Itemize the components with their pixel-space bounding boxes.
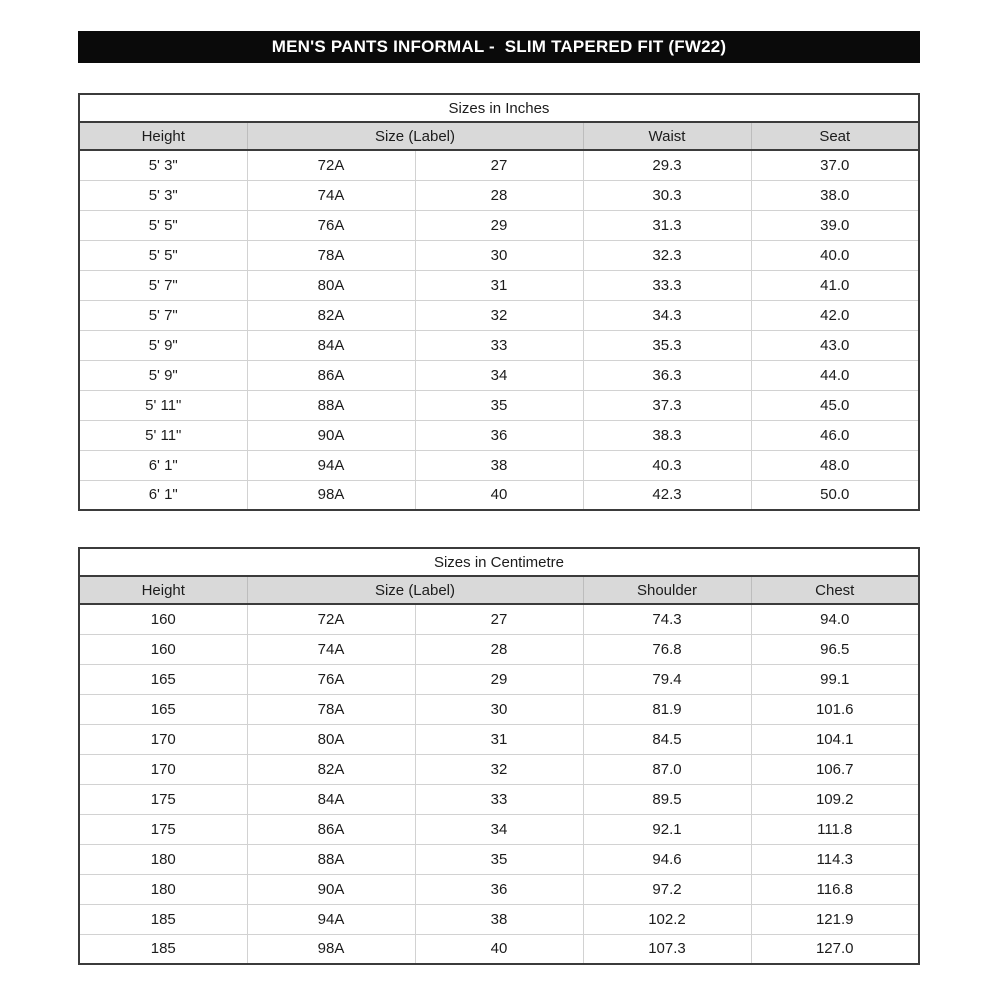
table-row (79, 240, 919, 270)
table-row (79, 480, 919, 510)
table-cell: 35 (415, 390, 583, 420)
table-cell: 106.7 (751, 754, 919, 784)
table-cell: 5' 5" (79, 210, 247, 240)
table-title-row (79, 548, 919, 576)
table-row (79, 664, 919, 694)
table-cell: 102.2 (583, 904, 751, 934)
table-cell: 5' 9" (79, 330, 247, 360)
table-cell: 96.5 (751, 634, 919, 664)
table-cell: 5' 7" (79, 300, 247, 330)
table-cell: 97.2 (583, 874, 751, 904)
table-cell: 180 (79, 844, 247, 874)
table-cell: 40 (415, 934, 583, 964)
table-cell: 94A (247, 904, 415, 934)
table-cell: 76A (247, 664, 415, 694)
table-cell: 31 (415, 724, 583, 754)
table-cell: 127.0 (751, 934, 919, 964)
table-cell: 94.0 (751, 604, 919, 634)
table-cell: 86A (247, 360, 415, 390)
table-cell: 94.6 (583, 844, 751, 874)
table-cell: 38.3 (583, 420, 751, 450)
column-header-shoulder: Shoulder (583, 576, 751, 604)
table-cell: 98A (247, 480, 415, 510)
table-cell: 165 (79, 694, 247, 724)
table-cell: 36.3 (583, 360, 751, 390)
table-cell: 80A (247, 270, 415, 300)
column-header-size-label: Size (Label) (247, 122, 583, 150)
table-cell: 40.3 (583, 450, 751, 480)
table-cell: 38 (415, 450, 583, 480)
table-cell: 74A (247, 634, 415, 664)
table-cell: 82A (247, 300, 415, 330)
table-cell: 33 (415, 330, 583, 360)
table-cell: 90A (247, 874, 415, 904)
table-cell: 86A (247, 814, 415, 844)
table-title-row (79, 94, 919, 122)
table-cell: 72A (247, 604, 415, 634)
table-cell: 35 (415, 844, 583, 874)
table-cell: 185 (79, 934, 247, 964)
table-cell: 48.0 (751, 450, 919, 480)
table-row (79, 634, 919, 664)
table-cell: 36 (415, 420, 583, 450)
table-cell: 5' 5" (79, 240, 247, 270)
table-cell: 160 (79, 634, 247, 664)
table-row (79, 694, 919, 724)
table-cell: 31 (415, 270, 583, 300)
table-cell: 30.3 (583, 180, 751, 210)
table-row (79, 270, 919, 300)
table-cell: 28 (415, 180, 583, 210)
table-row (79, 754, 919, 784)
table-cell: 6' 1" (79, 450, 247, 480)
table-cell: 84A (247, 330, 415, 360)
table-cell: 40 (415, 480, 583, 510)
table-header-row (79, 122, 919, 150)
table-cell: 5' 7" (79, 270, 247, 300)
table-cell: 79.4 (583, 664, 751, 694)
table-cell: 92.1 (583, 814, 751, 844)
table-title: Sizes in Inches (79, 94, 919, 122)
table-row (79, 150, 919, 180)
table-row (79, 844, 919, 874)
table-cell: 78A (247, 694, 415, 724)
table-cell: 50.0 (751, 480, 919, 510)
table-row (79, 390, 919, 420)
sizes-in-centimetre-table (78, 547, 920, 965)
table-cell: 87.0 (583, 754, 751, 784)
table-cell: 27 (415, 604, 583, 634)
table-title: Sizes in Centimetre (79, 548, 919, 576)
table-cell: 109.2 (751, 784, 919, 814)
table-row (79, 874, 919, 904)
table-cell: 90A (247, 420, 415, 450)
table-cell: 35.3 (583, 330, 751, 360)
table-cell: 45.0 (751, 390, 919, 420)
table-cell: 42.3 (583, 480, 751, 510)
table-cell: 29 (415, 664, 583, 694)
table-cell: 29 (415, 210, 583, 240)
table-cell: 43.0 (751, 330, 919, 360)
table-row (79, 330, 919, 360)
table-row (79, 724, 919, 754)
column-header-size-label: Size (Label) (247, 576, 583, 604)
table-cell: 32.3 (583, 240, 751, 270)
table-cell: 88A (247, 390, 415, 420)
sizes-in-inches-table (78, 93, 920, 511)
page-title: MEN'S PANTS INFORMAL - SLIM TAPERED FIT (FW22) (78, 31, 920, 63)
table-cell: 114.3 (751, 844, 919, 874)
table-row (79, 180, 919, 210)
table-cell: 5' 11" (79, 420, 247, 450)
table-cell: 82A (247, 754, 415, 784)
table-cell: 33 (415, 784, 583, 814)
table-cell: 42.0 (751, 300, 919, 330)
table-cell: 31.3 (583, 210, 751, 240)
table-cell: 34 (415, 814, 583, 844)
table-cell: 104.1 (751, 724, 919, 754)
table-row (79, 300, 919, 330)
table-cell: 38 (415, 904, 583, 934)
table-cell: 38.0 (751, 180, 919, 210)
table-header-row (79, 576, 919, 604)
table-cell: 74.3 (583, 604, 751, 634)
table-cell: 37.0 (751, 150, 919, 180)
table-cell: 5' 11" (79, 390, 247, 420)
table-row (79, 604, 919, 634)
table-cell: 170 (79, 754, 247, 784)
table-cell: 44.0 (751, 360, 919, 390)
table-cell: 33.3 (583, 270, 751, 300)
table-cell: 5' 3" (79, 150, 247, 180)
table-cell: 39.0 (751, 210, 919, 240)
column-header-chest: Chest (751, 576, 919, 604)
table-cell: 76A (247, 210, 415, 240)
table-cell: 89.5 (583, 784, 751, 814)
column-header-waist: Waist (583, 122, 751, 150)
table-cell: 46.0 (751, 420, 919, 450)
table-cell: 98A (247, 934, 415, 964)
table-cell: 32 (415, 300, 583, 330)
column-header-seat: Seat (751, 122, 919, 150)
table-cell: 88A (247, 844, 415, 874)
table-row (79, 360, 919, 390)
table-cell: 29.3 (583, 150, 751, 180)
table-cell: 74A (247, 180, 415, 210)
table-cell: 5' 3" (79, 180, 247, 210)
table-row (79, 784, 919, 814)
table-cell: 185 (79, 904, 247, 934)
table-row (79, 450, 919, 480)
table-row (79, 420, 919, 450)
table-cell: 76.8 (583, 634, 751, 664)
table-cell: 34 (415, 360, 583, 390)
table-cell: 6' 1" (79, 480, 247, 510)
table-cell: 160 (79, 604, 247, 634)
table-cell: 81.9 (583, 694, 751, 724)
table-cell: 170 (79, 724, 247, 754)
table-cell: 84A (247, 784, 415, 814)
table-cell: 180 (79, 874, 247, 904)
table-cell: 34.3 (583, 300, 751, 330)
table-cell: 27 (415, 150, 583, 180)
table-cell: 165 (79, 664, 247, 694)
table-cell: 84.5 (583, 724, 751, 754)
table-row (79, 934, 919, 964)
table-cell: 36 (415, 874, 583, 904)
column-header-height: Height (79, 122, 247, 150)
table-cell: 28 (415, 634, 583, 664)
table-cell: 175 (79, 814, 247, 844)
table-cell: 121.9 (751, 904, 919, 934)
table-cell: 78A (247, 240, 415, 270)
table-cell: 99.1 (751, 664, 919, 694)
table-cell: 175 (79, 784, 247, 814)
table-cell: 40.0 (751, 240, 919, 270)
table-cell: 111.8 (751, 814, 919, 844)
table-row (79, 904, 919, 934)
column-header-height: Height (79, 576, 247, 604)
table-cell: 30 (415, 240, 583, 270)
table-row (79, 814, 919, 844)
table-cell: 94A (247, 450, 415, 480)
table-cell: 107.3 (583, 934, 751, 964)
table-cell: 72A (247, 150, 415, 180)
table-row (79, 210, 919, 240)
table-cell: 101.6 (751, 694, 919, 724)
table-cell: 80A (247, 724, 415, 754)
table-cell: 37.3 (583, 390, 751, 420)
table-cell: 32 (415, 754, 583, 784)
table-cell: 30 (415, 694, 583, 724)
table-cell: 116.8 (751, 874, 919, 904)
table-cell: 41.0 (751, 270, 919, 300)
table-cell: 5' 9" (79, 360, 247, 390)
